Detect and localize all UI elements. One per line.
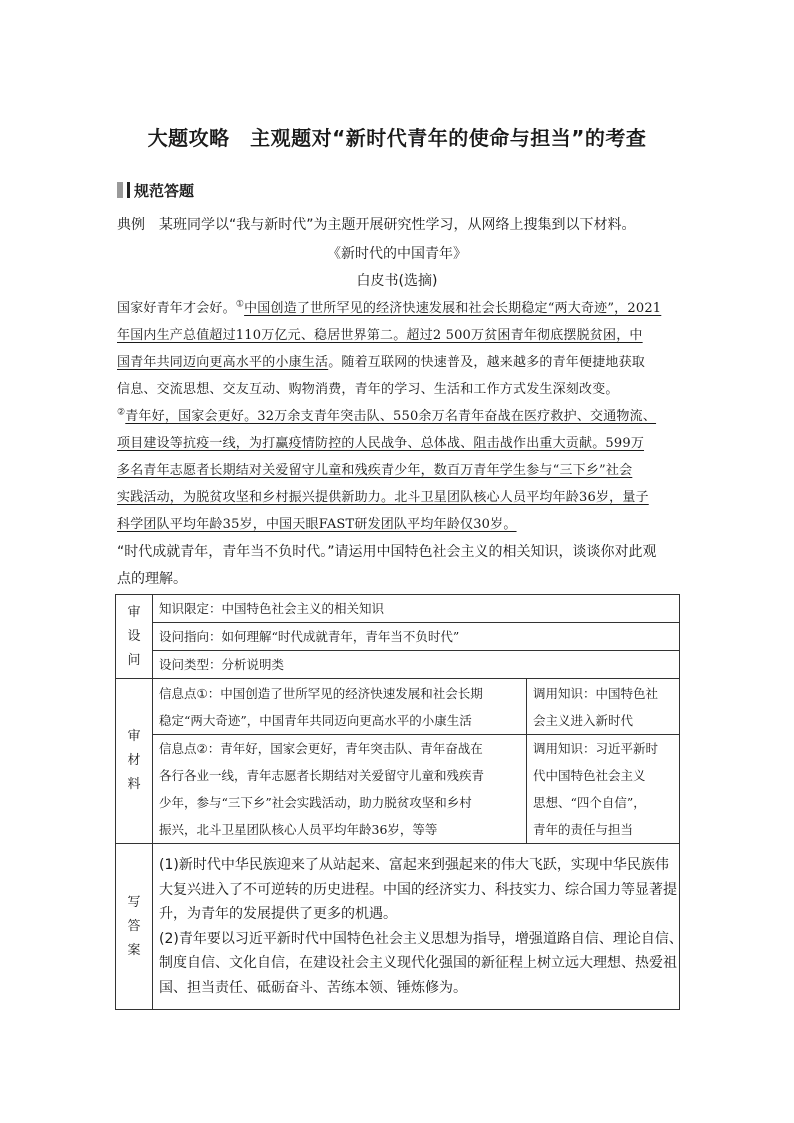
section-marker-icon bbox=[117, 182, 123, 198]
material-line: 实践活动，为脱贫攻坚和乡村振兴提供新助力。北斗卫星团队核心人员平均年龄36岁，量子 bbox=[117, 490, 649, 505]
section-label: 规范答题 bbox=[134, 181, 195, 200]
table-row bbox=[116, 651, 680, 679]
label-shen-wen: 审 设 问 bbox=[116, 595, 153, 679]
section-heading bbox=[117, 180, 194, 200]
material-line: 多名青年志愿者长期结对关爱留守儿童和残疾青少年，数百万青年学生参与“三下乡”社会 bbox=[117, 463, 633, 478]
table-row bbox=[116, 735, 680, 844]
page-title: 大题攻略 主观题对“新时代青年的使命与担当”的考查 bbox=[147, 126, 647, 150]
marker-2: ② bbox=[117, 407, 126, 418]
material-line: 国家好青年才会好。①中国创造了世所罕见的经济快速发展和社会长期稳定“两大奇迹”，2021 bbox=[117, 299, 662, 316]
material-line: 项目建设等抗疫一线，为打赢疫情防控的人民战争、总体战、阻击战作出重大贡献。599万 bbox=[117, 436, 645, 451]
analysis-table bbox=[115, 594, 683, 1010]
info-point-1: 信息点①：中国创造了世所罕见的经济快速发展和社会长期 稳定“两大奇迹”，中国青年共同迈向更高水平的小康生活 bbox=[153, 679, 527, 735]
knowledge-1: 调用知识：中国特色社 会主义进入新时代 bbox=[527, 679, 680, 735]
table-row bbox=[116, 679, 680, 735]
info-point-2: 信息点②：青年好，国家会更好，青年突击队、青年奋战在 各行各业一线，青年志愿者长期结对关爱留守儿童和残疾青 少年，参与“三下乡”社会实践活动，助力脱贫攻坚和乡村 振兴，北斗卫星团队核心人员平均年龄36岁，等等 bbox=[153, 735, 527, 844]
question-direction: 设问指向：如何理解“时代成就青年，青年当不负时代” bbox=[153, 623, 680, 651]
book-subtitle: 白皮书(选摘) bbox=[356, 273, 438, 289]
question-type: 设问类型：分析说明类 bbox=[153, 651, 680, 679]
table-row bbox=[116, 623, 680, 651]
material-line: 科学团队平均年龄35岁，中国天眼FAST研发团队平均年龄仅30岁。 bbox=[117, 517, 517, 532]
label-xie-da: 写 答 案 bbox=[116, 844, 153, 1010]
material-line: ②青年好，国家会更好。32万余支青年突击队、550余万名青年奋战在医疗救护、交通物流、 bbox=[117, 407, 657, 424]
table-row bbox=[116, 844, 680, 1010]
section-marker-bar-icon bbox=[127, 182, 130, 198]
marker-1: ① bbox=[235, 299, 245, 310]
knowledge-scope: 知识限定：中国特色社会主义的相关知识 bbox=[153, 595, 680, 623]
book-title: 《新时代的中国青年》 bbox=[327, 246, 467, 262]
material-line: 信息、交流思想、交友互动、购物消费，青年的学习、生活和工作方式发生深刻改变。 bbox=[117, 382, 619, 397]
question-line: “时代成就青年，青年当不负时代。”请运用中国特色社会主义的相关知识，谈谈你对此观 bbox=[117, 544, 657, 560]
label-shen-cai: 审 材 料 bbox=[116, 679, 153, 844]
material-line: 国青年共同迈向更高水平的小康生活。随着互联网的快速普及，越来越多的青年便捷地获取 bbox=[117, 355, 646, 370]
question-line: 点的理解。 bbox=[117, 571, 187, 587]
example-intro: 典例 某班同学以“我与新时代”为主题开展研究性学习，从网络上搜集到以下材料。 bbox=[117, 217, 636, 233]
material-line: 年国内生产总值超过110万亿元、稳居世界第二。超过2 500万贫困青年彻底摆脱贫困，中 bbox=[117, 328, 643, 343]
answer-text: (1)新时代中华民族迎来了从站起来、富起来到强起来的伟大飞跃，实现中华民族伟 大复兴进入了不可逆转的历史进程。中国的经济实力、科技实力、综合国力等显著提 升，为青年的发展提供了更多的机遇。 (2)青年要以习近平新时代中国特色社会主义思想为指导，增强道路自信、理论自信、 制度自信、文化自信，在建设社会主义现代化强国的新征程上树立远大理想、热爱祖 国、担当责任、砥砺奋斗、苦练本领、锤炼修为。 bbox=[153, 844, 680, 1010]
knowledge-2: 调用知识：习近平新时 代中国特色社会主义 思想、“四个自信”， 青年的责任与担当 bbox=[527, 735, 680, 844]
table-row bbox=[116, 595, 680, 623]
